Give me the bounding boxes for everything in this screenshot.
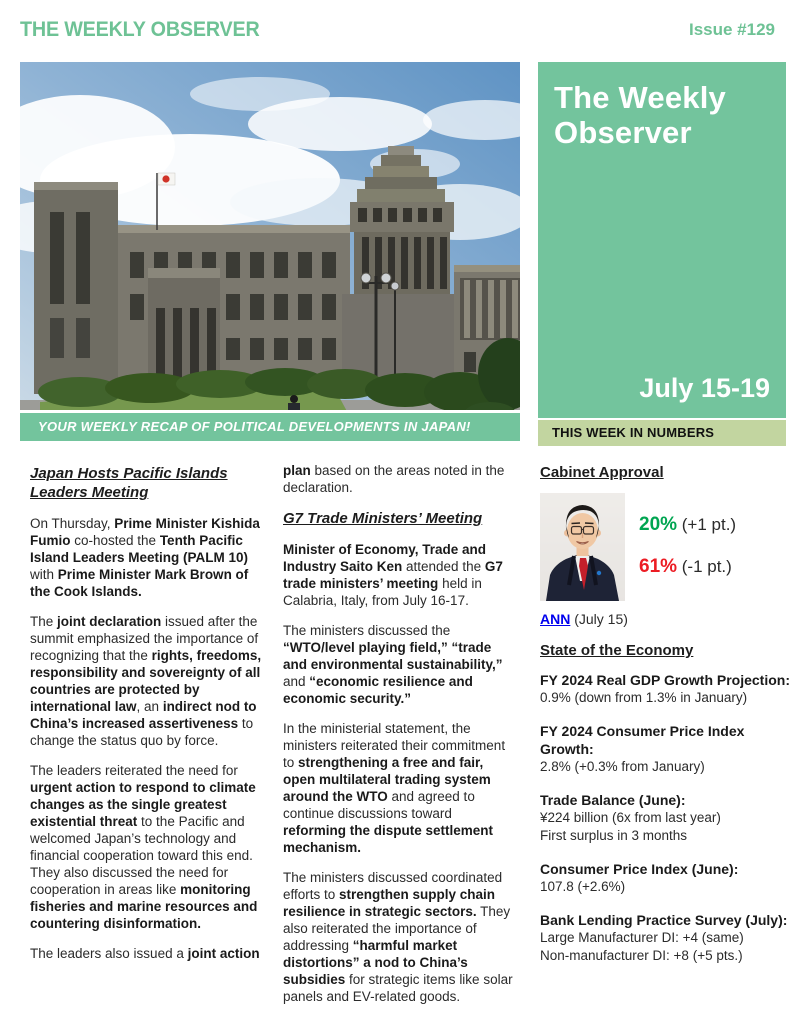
newsletter-title-line2: Observer xyxy=(554,115,692,151)
stat-label: Consumer Price Index (June): xyxy=(540,861,739,877)
stat-label: FY 2024 Real GDP Growth Projection: xyxy=(540,672,790,688)
date-range: July 15-19 xyxy=(639,373,770,403)
poll-source-date: (July 15) xyxy=(570,611,628,627)
article-heading-g7-trade: G7 Trade Ministers’ Meeting xyxy=(283,510,483,527)
cabinet-approval-heading: Cabinet Approval xyxy=(540,464,664,481)
newsletter-title-line1: The Weekly xyxy=(554,80,727,115)
approval-percentage: 20% xyxy=(639,513,678,535)
stat-item xyxy=(540,671,790,707)
article-paragraph: plan based on the areas noted in the declaration. xyxy=(283,463,505,495)
article-paragraph: Minister of Economy, Trade and Industry Saito Ken attended the G7 trade ministers’ meeting held in Calabria, Italy, from July 16-17. xyxy=(283,542,503,608)
stat-item xyxy=(540,911,790,965)
article-column-2 xyxy=(283,462,517,1018)
article-paragraph: The leaders reiterated the need for urgent action to respond to climate changes as the single greatest existential threat to the Pacific and welcomed Japan’s technology and financial cooperation toward this end. They also discussed the need for cooperation in areas like monitoring fisheries and marine resources and countering disinformation. xyxy=(30,763,258,931)
diet-building-illustration xyxy=(20,62,520,410)
article-paragraph: The leaders also issued a joint action xyxy=(30,946,260,961)
article-heading-pacific-islands: Japan Hosts Pacific Islands Leaders Meeting xyxy=(30,465,228,501)
kishida-portrait-photo xyxy=(540,493,625,601)
stat-value: Large Manufacturer DI: +4 (same) xyxy=(540,930,744,945)
issue-number: Issue #129 xyxy=(688,20,775,39)
article-paragraph: The ministers discussed coordinated efforts to strengthen supply chain resilience in strategic sectors. They also reiterated the importance of addressing “harmful market distortions” a nod to China’s subsidies for strategic items like solar panels and EV-related goods. xyxy=(283,870,513,1004)
stat-label: Bank Lending Practice Survey (July): xyxy=(540,912,788,928)
tagline-banner: YOUR WEEKLY RECAP OF POLITICAL DEVELOPMENTS IN JAPAN! xyxy=(20,413,520,441)
disapproval-change: (-1 pt.) xyxy=(677,556,732,576)
poll-source xyxy=(540,611,790,628)
masthead-title: THE WEEKLY OBSERVER xyxy=(20,18,260,41)
economy-stats xyxy=(540,671,790,965)
stat-value: ¥224 billion (6x from last year) xyxy=(540,810,721,825)
article-paragraph: In the ministerial statement, the ministers reiterated their commitment to strengthening a free and fair, open multilateral trading system around the WTO and agreed to continue discussions toward reforming the dispute settlement mechanism. xyxy=(283,721,506,855)
article-column-1 xyxy=(30,462,266,975)
stat-value: 107.8 (+2.6%) xyxy=(540,879,626,894)
numbers-sidebar xyxy=(540,460,790,980)
economy-heading: State of the Economy xyxy=(540,642,694,659)
stat-item xyxy=(540,860,790,896)
disapproval-rating xyxy=(639,555,736,577)
stat-label: FY 2024 Consumer Price Index Growth: xyxy=(540,723,745,757)
numbers-section-header: THIS WEEK IN NUMBERS xyxy=(538,420,786,446)
article-paragraph: The ministers discussed the “WTO/level playing field,” “trade and environmental sustainability,” and “economic resilience and economic security.” xyxy=(283,623,503,706)
ann-source-link[interactable]: ANN xyxy=(540,611,571,627)
diet-building-photo xyxy=(20,62,520,410)
article-paragraph: On Thursday, Prime Minister Kishida Fumio co-hosted the Tenth Pacific Island Leaders Meeting (PALM 10) with Prime Minister Mark Brown of the Cook Islands. xyxy=(30,516,260,599)
disapproval-percentage: 61% xyxy=(639,555,678,577)
stat-value: 0.9% (down from 1.3% in January) xyxy=(540,690,748,705)
stat-item xyxy=(540,791,790,845)
stat-value: 2.8% (+0.3% from January) xyxy=(540,759,705,774)
newsletter-title xyxy=(554,80,726,150)
kishida-portrait-illustration xyxy=(540,493,625,601)
approval-stats xyxy=(625,493,736,601)
title-panel xyxy=(538,62,786,418)
stat-value: Non-manufacturer DI: +8 (+5 pts.) xyxy=(540,948,743,963)
stat-label: Trade Balance (June): xyxy=(540,792,686,808)
stat-value: First surplus in 3 months xyxy=(540,828,688,843)
approval-rating xyxy=(639,513,737,535)
cabinet-approval-block xyxy=(540,493,790,601)
stat-item xyxy=(540,722,790,776)
approval-change: (+1 pt.) xyxy=(677,514,737,534)
article-paragraph: The joint declaration issued after the summit emphasized the importance of recognizing that the rights, freedoms, responsibility and sovereignty of all countries are protected by international law, an indirect nod to China’s increased assertiveness to change the status quo by force. xyxy=(30,614,262,748)
